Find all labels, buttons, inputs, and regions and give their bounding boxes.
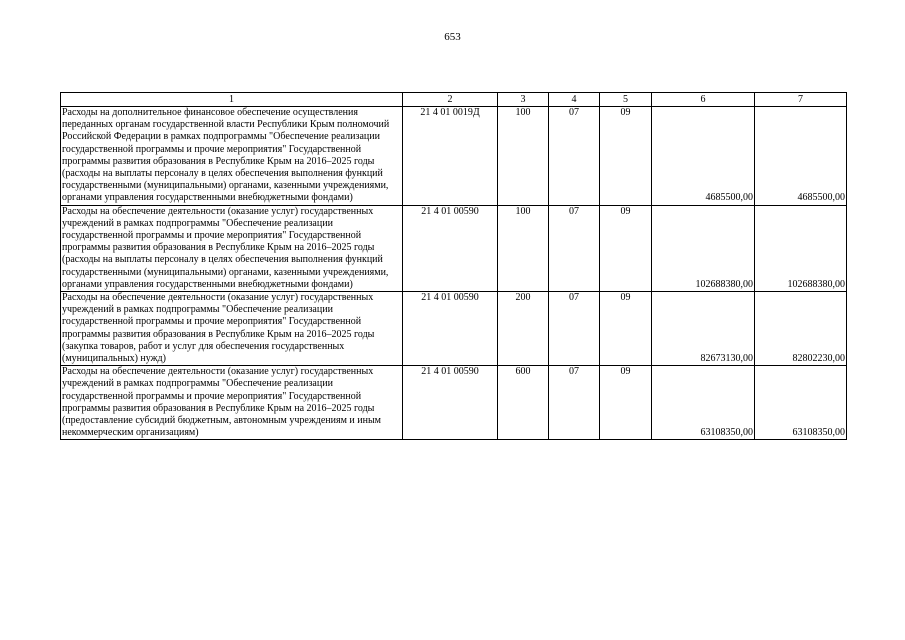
row-amount-col6: 63108350,00 xyxy=(652,366,755,440)
row-amount-col6: 102688380,00 xyxy=(652,205,755,291)
row-subsection: 09 xyxy=(600,366,652,440)
row-description: Расходы на обеспечение деятельности (оказание услуг) государственных учреждений в рамках подпрограммы "Обеспечение реализации государственной программы и прочие мероприятия" Государственной программы развития образования в Республике Крым на 2016–2025 годы (закупка товаров, работ и услуг для обеспечения государственных (муниципальных) нужд) xyxy=(61,292,403,366)
column-header: 4 xyxy=(549,93,600,107)
table-row xyxy=(61,366,847,440)
table-row xyxy=(61,205,847,291)
row-amount-col7: 63108350,00 xyxy=(755,366,847,440)
row-expense-type: 200 xyxy=(498,292,549,366)
row-subsection: 09 xyxy=(600,107,652,206)
table-row xyxy=(61,292,847,366)
row-expense-type: 100 xyxy=(498,205,549,291)
column-header: 2 xyxy=(403,93,498,107)
row-target-code: 21 4 01 00590 xyxy=(403,292,498,366)
row-amount-col6: 4685500,00 xyxy=(652,107,755,206)
row-subsection: 09 xyxy=(600,292,652,366)
row-amount-col6: 82673130,00 xyxy=(652,292,755,366)
column-header: 1 xyxy=(61,93,403,107)
column-header: 3 xyxy=(498,93,549,107)
column-header: 5 xyxy=(600,93,652,107)
row-amount-col7: 102688380,00 xyxy=(755,205,847,291)
row-target-code: 21 4 01 0019Д xyxy=(403,107,498,206)
row-target-code: 21 4 01 00590 xyxy=(403,366,498,440)
row-description: Расходы на обеспечение деятельности (оказание услуг) государственных учреждений в рамках подпрограммы "Обеспечение реализации государственной программы и прочие мероприятия" Государственной программы развития образования в Республике Крым на 2016–2025 годы (расходы на выплаты персоналу в целях обеспечения выполнения функций государственными (муниципальными) органами, казенными учреждениями, органами управления государственными внебюджетными фондами) xyxy=(61,205,403,291)
page-number: 653 xyxy=(444,31,461,43)
table-row xyxy=(61,107,847,206)
row-description: Расходы на дополнительное финансовое обеспечение осуществления переданных органам государственной власти Республики Крым полномочий Российской Федерации в рамках подпрограммы "Обеспечение реализации государственной программы и прочие мероприятия" Государственной программы развития образования в Республике Крым на 2016–2025 годы (расходы на выплаты персоналу в целях обеспечения выполнения функций государственными (муниципальными) органами, казенными учреждениями, органами управления государственными внебюджетными фондами) xyxy=(61,107,403,206)
row-section: 07 xyxy=(549,292,600,366)
row-section: 07 xyxy=(549,366,600,440)
column-header: 7 xyxy=(755,93,847,107)
row-expense-type: 600 xyxy=(498,366,549,440)
row-expense-type: 100 xyxy=(498,107,549,206)
row-section: 07 xyxy=(549,107,600,206)
row-section: 07 xyxy=(549,205,600,291)
row-amount-col7: 4685500,00 xyxy=(755,107,847,206)
budget-table xyxy=(60,92,847,440)
row-subsection: 09 xyxy=(600,205,652,291)
row-description: Расходы на обеспечение деятельности (оказание услуг) государственных учреждений в рамках подпрограммы "Обеспечение реализации государственной программы и прочие мероприятия" Государственной программы развития образования в Республике Крым на 2016–2025 годы (предоставление субсидий бюджетным, автономным учреждениям и иным некоммерческим организациям) xyxy=(61,366,403,440)
table-header-row xyxy=(61,93,847,107)
row-amount-col7: 82802230,00 xyxy=(755,292,847,366)
row-target-code: 21 4 01 00590 xyxy=(403,205,498,291)
column-header: 6 xyxy=(652,93,755,107)
